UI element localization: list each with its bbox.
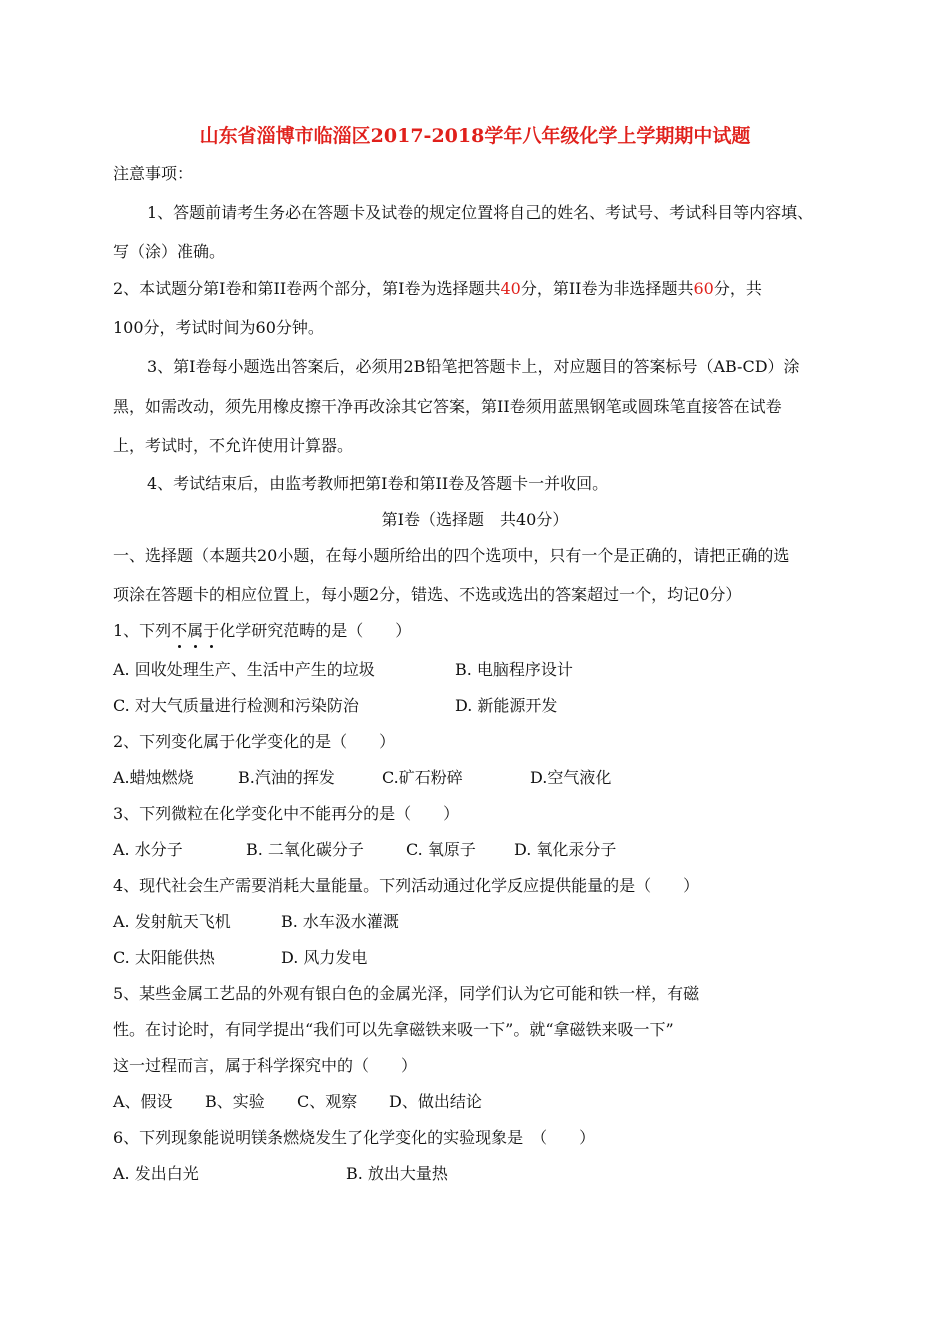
question-2-option-d: D.空气液化 (530, 768, 612, 787)
question-4-option-d: D. 风力发电 (281, 948, 368, 967)
notice-item-1-line-2: 写（涂）准确。 (113, 242, 226, 261)
question-4-stem: 4、现代社会生产需要消耗大量能量。下列活动通过化学反应提供能量的是（ ） (113, 876, 700, 895)
question-3-option-b: B. 二氧化碳分子 (246, 840, 364, 859)
question-6-option-b: B. 放出大量热 (346, 1164, 448, 1183)
question-1-option-d: D. 新能源开发 (455, 696, 558, 715)
notice-item-3-line-3: 上，考试时，不允许使用计算器。 (113, 436, 354, 455)
question-6-option-a: A. 发出白光 (113, 1164, 199, 1183)
notice-item-2-line-2: 100分，考试时间为60分钟。 (113, 318, 324, 337)
question-5-stem-line-2: 性。在讨论时，有同学提出“我们可以先拿磁铁来吸一下”。就“拿磁铁来吸一下” (113, 1020, 674, 1039)
question-5-stem-line-3: 这一过程而言，属于科学探究中的（ ） (113, 1056, 418, 1075)
question-5-option-c: C、观察 (297, 1092, 358, 1111)
emphasis-dot-char: 不 (171, 621, 188, 640)
question-3-option-c: C. 氧原子 (406, 840, 476, 859)
question-2-option-b: B.汽油的挥发 (238, 768, 335, 787)
question-1-stem-post: 化学研究范畴的是（ ） (219, 621, 412, 640)
question-1-stem-pre: 1、下列 (113, 621, 172, 640)
question-4-option-a: A. 发射航天飞机 (113, 912, 231, 931)
question-1-option-c: C. 对大气质量进行检测和污染防治 (113, 696, 359, 715)
notice-item-3-line-2: 黑，如需改动，须先用橡皮擦干净再改涂其它答案，第II卷须用蓝黑钢笔或圆珠笔直接答在试卷 (113, 397, 782, 416)
notice-heading: 注意事项： (113, 164, 194, 183)
notice-item-3-line-1: 3、第Ⅰ卷每小题选出答案后，必须用2B铅笔把答题卡上，对应题目的答案标号（AB-CD）涂 (147, 357, 800, 376)
non-choice-score: 60 (693, 279, 714, 298)
question-4-option-b: B. 水车汲水灌溉 (281, 912, 399, 931)
question-3-stem: 3、下列微粒在化学变化中不能再分的是（ ） (113, 804, 460, 823)
emphasis-dot-char: 属 (187, 621, 204, 640)
question-2-option-a: A.蜡烛燃烧 (113, 768, 194, 787)
notice-item-2-text-c: 分，共 (713, 279, 762, 298)
question-2-option-c: C.矿石粉碎 (382, 768, 463, 787)
question-3-option-a: A. 水分子 (113, 840, 183, 859)
question-5-stem-line-1: 5、某些金属工艺品的外观有银白色的金属光泽，同学们认为它可能和铁一样，有磁 (113, 984, 700, 1003)
notice-item-2-text-a: 2、本试题分第Ⅰ卷和第II卷两个部分，第Ⅰ卷为选择题共 (113, 279, 501, 298)
question-1-stem (113, 621, 411, 641)
question-5-option-d: D、做出结论 (389, 1092, 482, 1111)
question-4-option-c: C. 太阳能供热 (113, 948, 215, 967)
question-1-option-b: B. 电脑程序设计 (455, 660, 573, 679)
question-5-option-b: B、实验 (205, 1092, 265, 1111)
section-heading: 第Ⅰ卷（选择题 共40分） (381, 510, 569, 529)
notice-item-1-line-1: 1、答题前请考生务必在答题卡及试卷的规定位置将自己的姓名、考试号、考试科目等内容填、 (147, 203, 814, 222)
page-title: 山东省淄博市临淄区2017-2018学年八年级化学上学期期中试题 (199, 125, 751, 147)
question-2-stem: 2、下列变化属于化学变化的是（ ） (113, 732, 396, 751)
choice-score: 40 (500, 279, 521, 298)
section-intro-line-2: 项涂在答题卡的相应位置上，每小题2分，错选、不选或选出的答案超过一个，均记0分） (113, 585, 742, 604)
question-3-option-d: D. 氧化汞分子 (514, 840, 617, 859)
notice-item-2-text-b: 分，第II卷为非选择题共 (520, 279, 694, 298)
notice-item-2-line-1 (113, 279, 762, 299)
question-5-option-a: A、假设 (113, 1092, 173, 1111)
question-1-option-a: A. 回收处理生产、生活中产生的垃圾 (113, 660, 375, 679)
emphasis-dot-char: 于 (203, 621, 220, 640)
notice-item-4: 4、考试结束后，由监考教师把第Ⅰ卷和第II卷及答题卡一并收回。 (147, 474, 609, 493)
section-intro-line-1: 一、选择题（本题共20小题，在每小题所给出的四个选项中，只有一个是正确的，请把正确的选 (113, 546, 790, 565)
question-6-stem: 6、下列现象能说明镁条燃烧发生了化学变化的实验现象是 （ ） (113, 1128, 596, 1147)
